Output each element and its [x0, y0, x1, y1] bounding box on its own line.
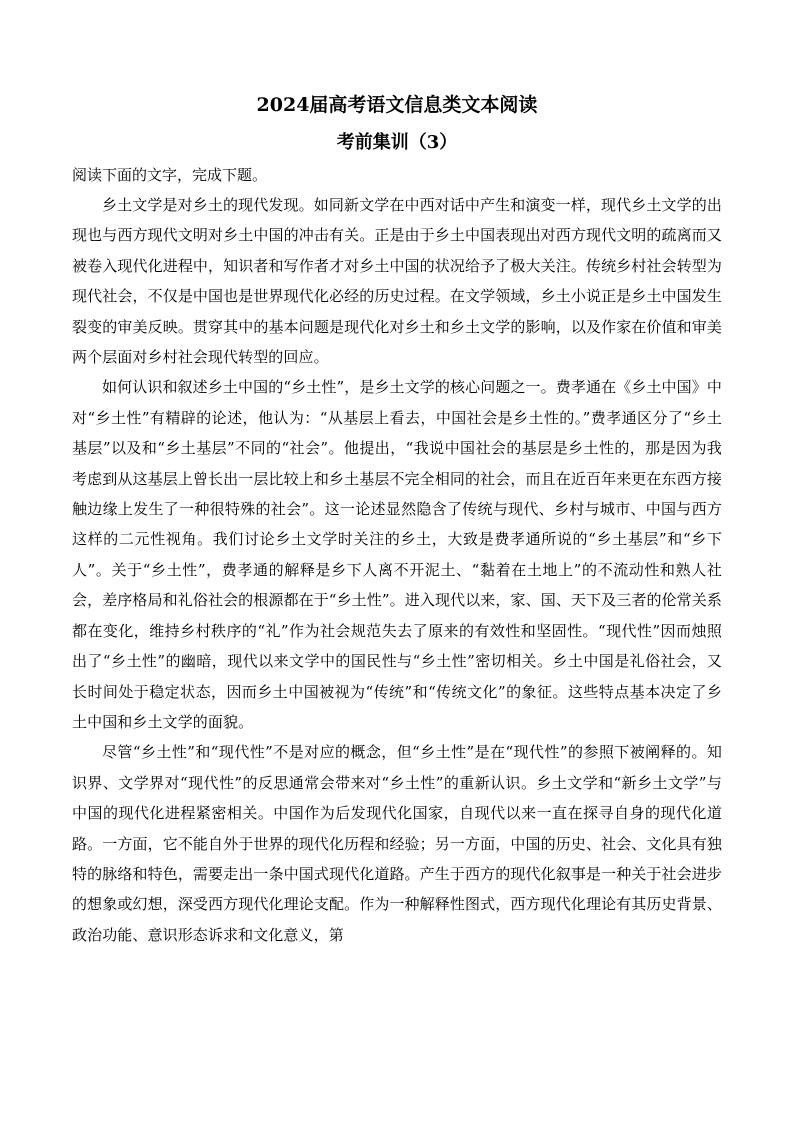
paragraph-2: 如何认识和叙述乡土中国的“乡土性”，是乡土文学的核心问题之一。费孝通在《乡土中国》中对“乡土性”有精辟的论述，他认为：“从基层上看去，中国社会是乡土性的。”费孝通区分了“乡土基层”以及和“乡土基层”不同的“社会”。他提出，“我说中国社会的基层是乡土性的，那是因为我考虑到从这基层上曾长出一层比较上和乡土基层不完全相同的社会，而且在近百年来更在东西方接触边缘上发生了一种很特殊的社会”。这一论述显然隐含了传统与现代、乡村与城市、中国与西方这样的二元性视角。我们讨论乡土文学时关注的乡土，大致是费孝通所说的“乡土基层”和“乡下人”。关于“乡土性”，费孝通的解释是乡下人离不开泥土、“黏着在土地上”的不流动性和熟人社会，差序格局和礼俗社会的根源都在于“乡土性”。进入现代以来，家、国、天下及三者的伦常关系都在变化，维持乡村秩序的“礼”作为社会规范失去了原来的有效性和坚固性。“现代性”因而烛照出了“乡土性”的幽暗，现代以来文学中的国民性与“乡土性”密切相关。乡土中国是礼俗社会，又长时间处于稳定状态，因而乡土中国被视为“传统”和“传统文化”的象征。这些特点基本决定了乡土中国和乡土文学的面貌。: [72, 378, 722, 731]
paragraph-3: 尽管“乡土性”和“现代性”不是对应的概念，但“乡土性”是在“现代性”的参照下被阐释的。知识界、文学界对“现代性”的反思通常会带来对“乡土性”的重新认识。乡土文学和“新乡土文学”与中国的现代化进程紧密相关。中国作为后发现代化国家，自现代以来一直在探寻自身的现代化道路。一方面，它不能自外于世界的现代化历程和经验；另一方面，中国的历史、社会、文化具有独特的脉络和特色，需要走出一条中国式现代化道路。产生于西方的现代化叙事是一种关于社会进步的想象或幻想，深受西方现代化理论支配。作为一种解释性图式，西方现代化理论有其历史背景、政治功能、意识形态诉求和文化意义，第: [72, 743, 722, 944]
paragraph-1: 乡土文学是对乡土的现代发现。如同新文学在中西对话中产生和演变一样，现代乡土文学的出现也与西方现代文明对乡土中国的冲击有关。正是由于乡土中国表现出对西方现代文明的疏离而又被卷入现代化进程中，知识者和写作者才对乡土中国的状况给予了极大关注。传统乡村社会转型为现代社会，不仅是中国也是世界现代化必经的历史过程。在文学领域，乡土小说正是乡土中国发生裂变的审美反映。贯穿其中的基本问题是现代化对乡土和乡土文学的影响，以及作家在价值和审美两个层面对乡村社会现代转型的回应。: [72, 196, 722, 367]
document-page: [72, 92, 722, 950]
document-subtitle: 考前集训（3）: [336, 132, 458, 153]
reading-instruction: 阅读下面的文字，完成下题。: [72, 166, 268, 184]
document-title: 2024届高考语文信息类文本阅读: [256, 94, 538, 116]
